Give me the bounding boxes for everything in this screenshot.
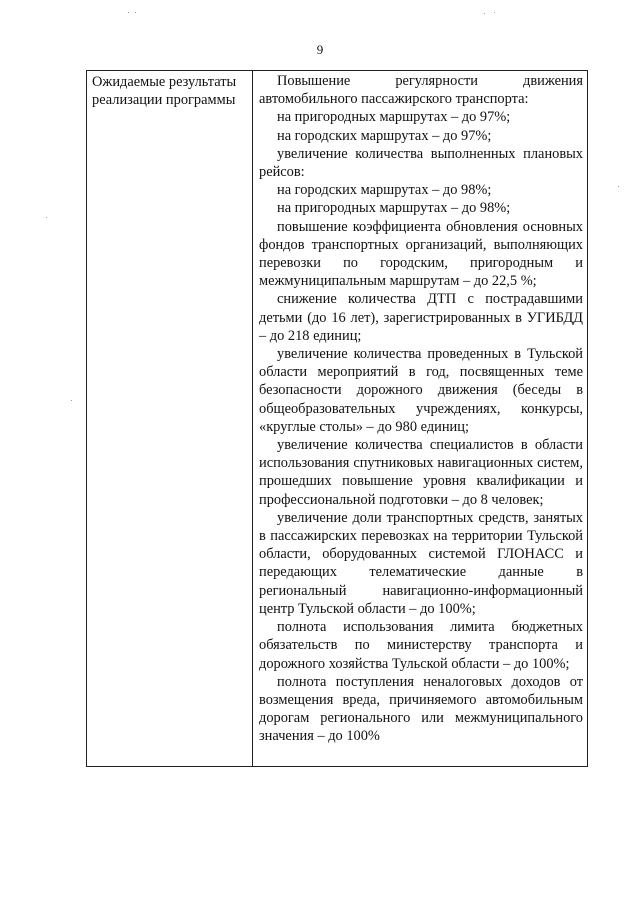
result-paragraph: на пригородных маршрутах – до 97%; (277, 109, 511, 126)
result-paragraph: увеличение количества выполненных плановых рейсов: (259, 145, 583, 181)
result-paragraph: полнота использования лимита бюджетных обязательств по министерству транспорта и дорожного хозяйства Тульской области – до 100%; (259, 619, 583, 672)
result-paragraph: на городских маршрутах – до 97%; (277, 127, 492, 144)
scan-speck (484, 13, 485, 14)
page-number: 9 (316, 42, 324, 57)
result-paragraph: увеличение доли транспортных средств, занятых в пассажирских перевозках на территории Тульской области, оборудованных системой ГЛОНАСС и передающих телематические данные в региональный навигационно-информационный центр Тульской области – до 100%; (259, 509, 583, 617)
result-paragraph: снижение количества ДТП с пострадавшими детьми (до 16 лет), зарегистрированных в УГИБДД – до 218 единиц; (259, 291, 583, 344)
result-paragraph: Повышение регулярности движения автомобильного пассажирского транспорта: (259, 73, 583, 108)
results-content-cell (253, 71, 587, 766)
scan-speck (128, 12, 129, 13)
scan-speck (71, 400, 72, 401)
program-results-table (86, 70, 588, 767)
result-paragraph: на пригородных маршрутах – до 98%; (277, 200, 511, 217)
result-paragraph: на городских маршрутах – до 98%; (277, 182, 492, 199)
scan-speck (618, 186, 619, 187)
scan-speck (135, 12, 136, 13)
result-paragraph: повышение коэффициента обновления основных фондов транспортных организаций, выполняющих перевозки по городским, пригородным и межмуниципальным маршрутам – до 22,5 %; (259, 218, 583, 290)
result-paragraph: увеличение количества проведенных в Тульской области мероприятий в год, посвященных теме безопасности дорожного движения (беседы в общеобразовательных учреждениях, конкурсы, «круглые столы» – до 980 единиц; (259, 346, 583, 435)
result-paragraph: увеличение количества специалистов в области использования спутниковых навигационных систем, прошедших повышение уровня квалификации и профессиональной подготовки – до 8 человек; (259, 437, 583, 508)
scan-speck (46, 217, 47, 218)
scan-speck (494, 12, 495, 13)
result-paragraph: полнота поступления неналоговых доходов от возмещения вреда, причиняемого автомобильным дорогам регионального или межмуниципального значения – до 100% (259, 673, 583, 745)
row-label-cell: Ожидаемые результаты реализации программы (87, 71, 253, 766)
